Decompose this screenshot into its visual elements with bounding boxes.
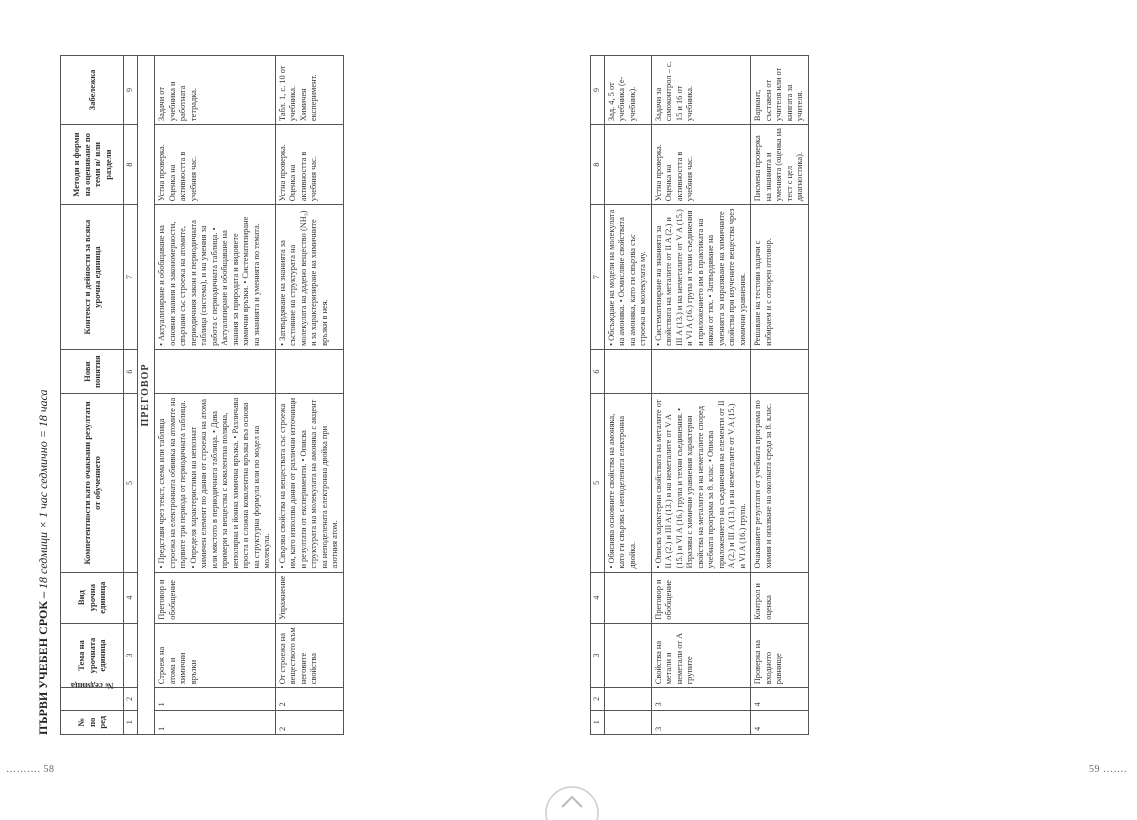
row-notes: Табл. 1, с. 10 от учебника. Химичен експеримент.: [275, 56, 343, 125]
column-number: 5: [124, 394, 138, 572]
row-concepts: [751, 349, 809, 394]
row-concepts: [604, 349, 651, 394]
column-number: 1: [124, 710, 138, 734]
column-number: 4: [124, 572, 138, 623]
row-methods: Устна проверка. Оценка на активността в учебния час.: [651, 125, 751, 205]
row-activities: • Обсъждане на модели на молекулата на амоняка. • Осмисляне свойствата на амоняка, като ги свързва със строежа на молекулата му.: [604, 205, 651, 350]
column-number: 1: [591, 710, 605, 734]
row-week: 1: [155, 688, 276, 710]
row-topic: Строеж на атома и химични връзки: [155, 623, 276, 688]
row-topic: От строежа на веществото към неговите свойства: [275, 623, 343, 688]
section-row: [137, 56, 155, 735]
column-number: 3: [124, 623, 138, 688]
chevron-up-icon[interactable]: [540, 783, 604, 815]
row-week: 3: [651, 688, 751, 710]
row-topic: [604, 623, 651, 688]
column-number-row: [591, 56, 605, 735]
row-kind: [604, 572, 651, 623]
column-number-row: [124, 56, 138, 735]
section-title: ПРЕГОВОР: [137, 56, 155, 735]
row-number: [604, 710, 651, 734]
row-competences: • Описва характерни свойствата на металите от II A (2.) и III A (13.) и на неметалите от V A (15.) и VI A (16.) група и техни съединения. • Изразява с химични уравнения характерни свойства на металите и на неметалите според учебната програма за 8. клас. • Описва приложението на съединения на елементи от II A (2.) и III A (13.) и на неметалите от V A (15.) и VI A (16.) група.: [651, 394, 751, 572]
column-number: 8: [591, 125, 605, 205]
column-number: 3: [591, 623, 605, 688]
header-cell: Компетентности като очаквани резултати от обучението: [61, 394, 124, 572]
row-notes: Вариант, съставен от учителя или от книгата за учителя.: [751, 56, 809, 125]
row-competences: • Обяснява основните свойства на амоняка, като ги свързва с неподелената електронна двойка.: [604, 394, 651, 572]
row-kind: Упражнение: [275, 572, 343, 623]
row-methods: Писмена проверка на знанията и уменията (оценка на тест с цел диагностика).: [751, 125, 809, 205]
header-cell: Нови понятия: [61, 349, 124, 394]
header-cell: № седмица: [61, 688, 124, 710]
row-topic: Свойства на метали и неметали от А групите: [651, 623, 751, 688]
page-number-right: 59 …….: [1089, 764, 1127, 775]
row-activities: Решаване на тестови задачи с избираем и с отворен отговор.: [751, 205, 809, 350]
row-kind: Преговор и обобщение: [651, 572, 751, 623]
column-number: 7: [591, 205, 605, 350]
column-number: 5: [591, 394, 605, 572]
page-title: [36, 389, 51, 735]
column-number: 9: [124, 56, 138, 125]
table-row: [275, 56, 343, 735]
row-concepts: [275, 349, 343, 394]
row-activities: • Систематизиране на знанията за свойствата на металите от II A (2.) и III A (13.) и на неметалите от V A (15.) и VI A (16.) група и техни съединения и приложението им в практиката на някои от тях. • Затвърдяване на уменията за изразяване на химичните свойства при изучените вещества чрез химични уравнения.: [651, 205, 751, 350]
table-row: [155, 56, 276, 735]
column-number: 9: [591, 56, 605, 125]
row-competences: • Свързва свойства на веществата със строежа им, като използва данни от различни източници и резултати от експерименти. • Описва структурата на молекулата на амоняка с акцент на неподелената електронна двойка при азотния атом.: [275, 394, 343, 572]
table-row: [651, 56, 751, 735]
row-week: 2: [275, 688, 343, 710]
row-kind: Преговор и обобщение: [155, 572, 276, 623]
row-competences: • Представя чрез текст, схема или таблица строежа на електронната обвивка на атомите на първите три периода от периодичната таблица. • Определя характеристики на непознат химичен елемент по данни от строежа на атома или мястото в периодичната таблица. • Дава примери за вещества с ковалентна полярна, неполярна и йонна химична връзка. • Различава проста и сложна ковалентна връзка въз основа на структурна формула или по модел на молекула.: [155, 394, 276, 572]
row-activities: • Затвърдяване на знанията за състояние на структурата на молекулата на дадено вещество (NH₃) и за характеризиране на химичните връзки в нея.: [275, 205, 343, 350]
column-number: 6: [591, 349, 605, 394]
title-italic: 18 седмици × 1 час седмично = 18 часа: [36, 389, 50, 589]
row-notes: Задачи за самоконтрол – с. 15 и 16 от учебника.: [651, 56, 751, 125]
header-cell: Контекст и дейности за всяка урочна единица: [61, 205, 124, 350]
column-number: 6: [124, 349, 138, 394]
header-cell: Забележка: [61, 56, 124, 125]
row-competences: Очакваните резултати от учебната програма по химия и опазване на околната среда за 8. клас.: [751, 394, 809, 572]
row-notes: Зад. 4, 5 от учебника (е-учебник).: [604, 56, 651, 125]
row-week: [604, 688, 651, 710]
row-notes: Задачи от учебника и работната тетрадка.: [155, 56, 276, 125]
column-number: 2: [591, 688, 605, 710]
page-number-left: ………. 58: [6, 764, 55, 775]
row-number: 2: [275, 710, 343, 734]
table-row: [604, 56, 651, 735]
curriculum-table-2: [590, 55, 809, 735]
column-number: 2: [124, 688, 138, 710]
column-number: 7: [124, 205, 138, 350]
header-row: [61, 56, 124, 735]
left-page: [0, 65, 560, 790]
row-number: 1: [155, 710, 276, 734]
column-number: 8: [124, 125, 138, 205]
row-topic: Проверка на входното равнище: [751, 623, 809, 688]
header-cell: Тема на урочната единица: [61, 623, 124, 688]
header-cell: Вид урочна единица: [61, 572, 124, 623]
header-cell: Методи и форми на оценяване по теми и/ или раздели: [61, 125, 124, 205]
row-number: 3: [651, 710, 751, 734]
row-methods: Устна проверка. Оценка на активността в учебния час.: [155, 125, 276, 205]
rotated-page-layer: [0, 61, 1137, 790]
row-methods: Устна проверка. Оценка на активността в учебния час.: [275, 125, 343, 205]
row-methods: [604, 125, 651, 205]
row-concepts: [651, 349, 751, 394]
row-activities: • Актуализиране и обобщаване на основни знания и закономерности, свързани със строежа на атомите, периодичния закон и периодичната таблица (система), и на умения за работа с периодичната таблица. • Актуализиране и обобщаване на знания за природата и видовете химични връзки. • Систематизиране на знанията и уменията по темата.: [155, 205, 276, 350]
row-concepts: [155, 349, 276, 394]
right-page: [580, 61, 1130, 790]
header-cell: № по ред: [61, 710, 124, 734]
row-number: 4: [751, 710, 809, 734]
table-row: [751, 56, 809, 735]
curriculum-table-1: [60, 55, 344, 735]
row-week: 4: [751, 688, 809, 710]
row-kind: Контрол и оценка: [751, 572, 809, 623]
title-main: ПЪРВИ УЧЕБЕН СРОК –: [36, 591, 50, 735]
column-number: 4: [591, 572, 605, 623]
